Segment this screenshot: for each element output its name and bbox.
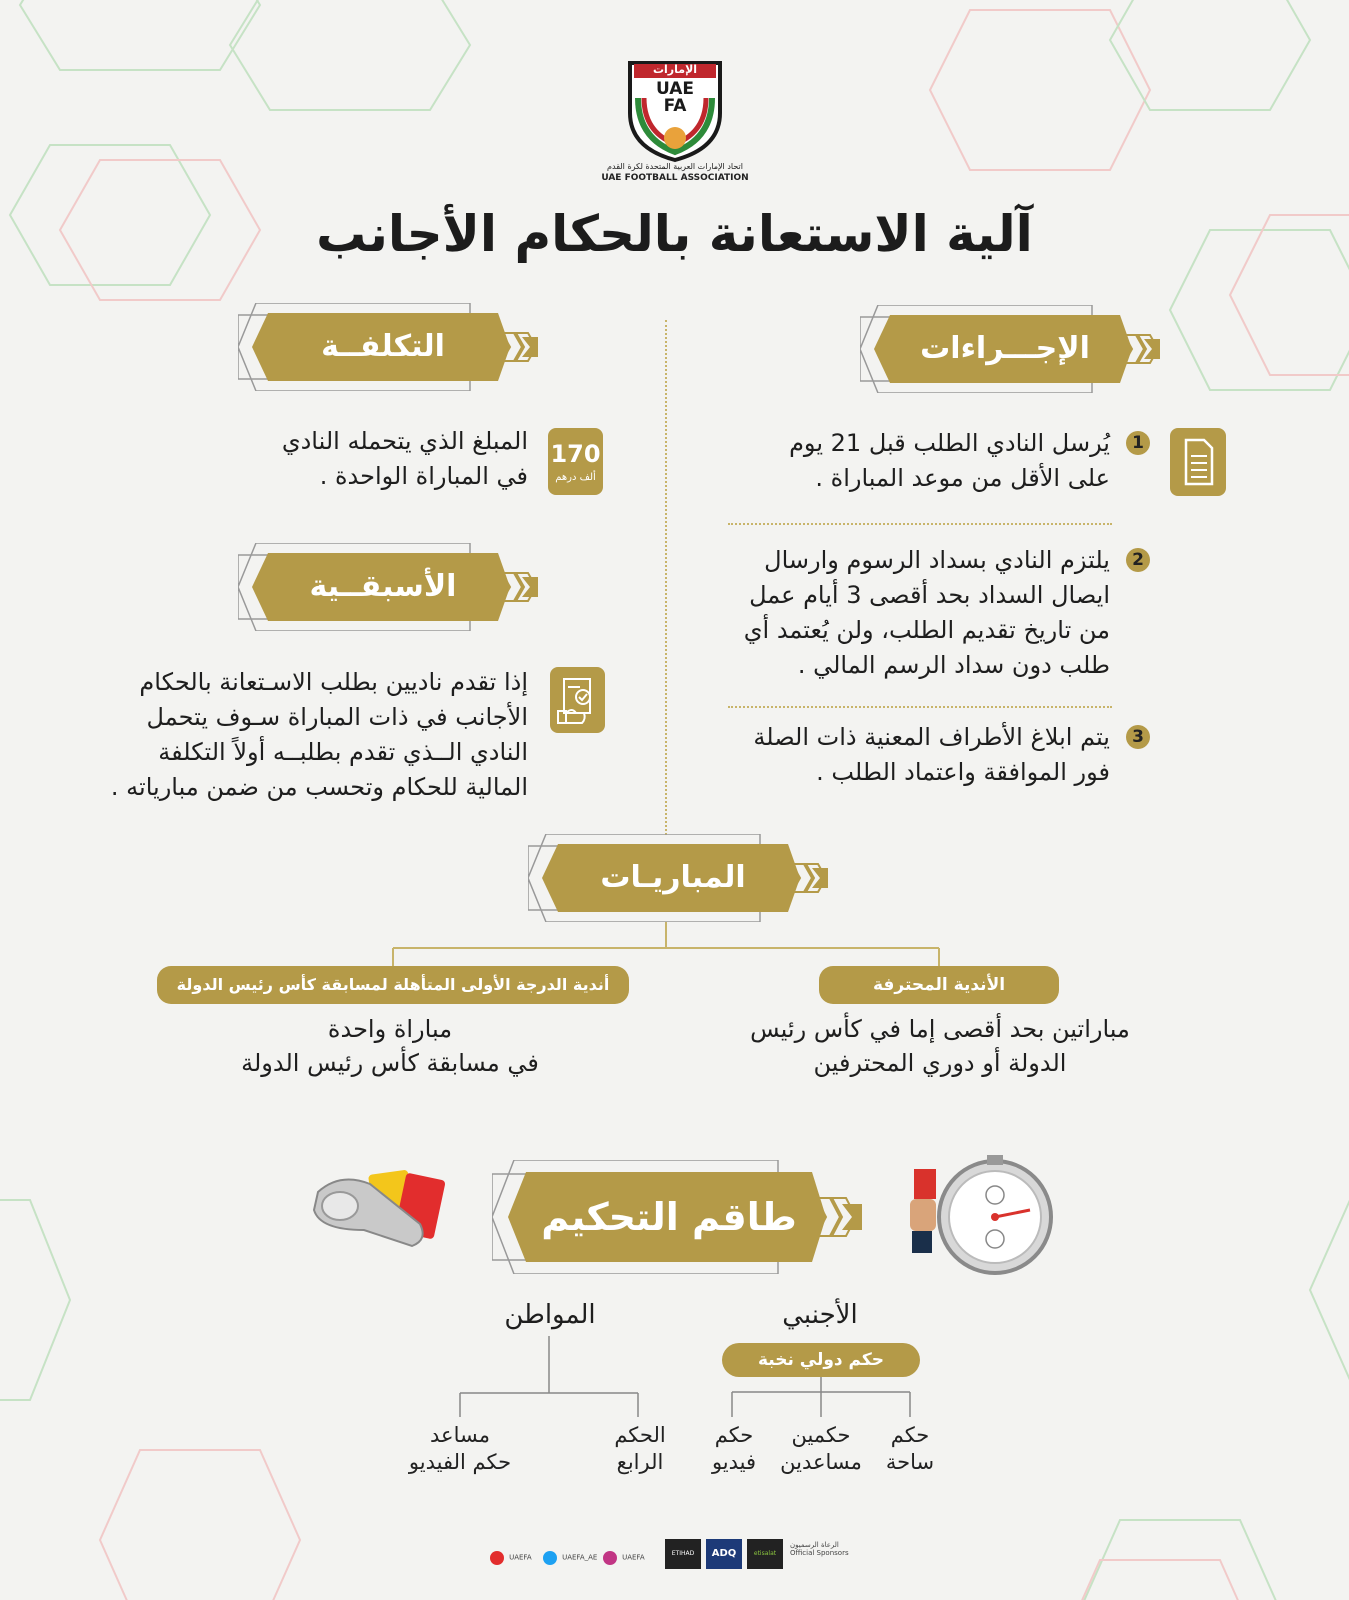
- step-2-number: 2: [1126, 548, 1150, 572]
- step-1-line-1: يُرسل النادي الطلب قبل 21 يوم: [789, 429, 1110, 457]
- youtube-icon: [490, 1551, 504, 1565]
- instagram-handle: UAEFA: [622, 1553, 645, 1562]
- instagram-link[interactable]: [603, 1547, 648, 1563]
- sponsors-caption: [790, 1541, 860, 1557]
- instagram-icon: [603, 1551, 617, 1565]
- step-2-line-2: ايصال السداد بحد أقصى 3 أيام عمل: [749, 581, 1110, 609]
- priority-line-3: النادي الــذي تقدم بطلبــه أولاً التكلفة: [158, 738, 528, 766]
- assistant-video-line-1: مساعد: [430, 1423, 490, 1447]
- video-referee-line-1: حكم: [714, 1423, 754, 1447]
- step-3-line-2: فور الموافقة واعتماد الطلب .: [816, 758, 1110, 786]
- step-3-line-1: يتم ابلاغ الأطراف المعنية ذات الصلة: [753, 723, 1110, 751]
- cost-line-2: في المباراة الواحدة .: [319, 462, 528, 490]
- procedures-heading: الإجـــراءات: [920, 331, 1090, 366]
- pro-clubs-label: الأندية المحترفة: [819, 966, 1059, 1004]
- sponsors-english: Official Sponsors: [790, 1549, 849, 1557]
- page-title: آلية الاستعانة بالحكام الأجانب: [316, 205, 1033, 263]
- step-3-number: 3: [1126, 725, 1150, 749]
- cost-unit: ألف درهم: [555, 472, 596, 483]
- first-division-line-2: في مسابقة كأس رئيس الدولة: [241, 1049, 539, 1077]
- field-referee-line-1: حكم: [890, 1423, 930, 1447]
- matches-heading: المباريـات: [600, 860, 746, 895]
- first-division-label: أندية الدرجة الأولى المتأهلة لمسابقة كأس رئيس الدولة: [157, 966, 629, 1004]
- crew-assistant-video-referee: [390, 1422, 530, 1476]
- step-2-line-3: من تاريخ تقديم الطلب، ولن يُعتمد أي: [743, 616, 1110, 644]
- twitter-handle: UAEFA_AE: [562, 1553, 598, 1562]
- org-name-english: UAE FOOTBALL ASSOCIATION: [601, 173, 749, 183]
- sponsors-arabic: الرعاة الرسميون: [790, 1541, 839, 1549]
- footer: [490, 1535, 860, 1575]
- first-division-line-1: مباراة واحدة: [327, 1015, 453, 1043]
- priority-line-2: الأجانب في ذات المباراة سـوف يتحمل: [146, 703, 528, 731]
- cost-heading: التكلفــة: [321, 329, 445, 364]
- pro-clubs-line-2: الدولة أو دوري المحترفين: [813, 1049, 1067, 1077]
- twitter-link[interactable]: [543, 1547, 598, 1563]
- logo-uaefa-text: UAE FA: [655, 79, 695, 116]
- org-name-arabic: اتحاد الإمارات العربية المتحدة لكرة القدم: [607, 162, 743, 171]
- crew-video-referee: [684, 1422, 784, 1476]
- cost-amount: 170: [550, 440, 601, 468]
- fourth-official-line-1: الحكم: [614, 1423, 666, 1447]
- priority-line-4: المالية للحكام وتحسب من ضمن مبارياته .: [110, 773, 528, 801]
- step-1-number: 1: [1126, 431, 1150, 455]
- adq-logo: ADQ: [706, 1539, 742, 1569]
- assistant-referees-line-1: حكمين: [791, 1423, 851, 1447]
- elite-referee-badge: حكم دولي نخبة: [722, 1343, 920, 1377]
- field-referee-line-2: ساحة: [885, 1450, 935, 1474]
- step-1-line-2: على الأقل من موعد المباراة .: [815, 464, 1110, 492]
- crew-heading: طاقم التحكيم: [541, 1195, 797, 1239]
- assistant-referees-line-2: مساعدين: [780, 1450, 862, 1474]
- video-referee-line-2: فيديو: [711, 1450, 757, 1474]
- local-referee-title: المواطن: [504, 1300, 596, 1330]
- cost-line-1: المبلغ الذي يتحمله النادي: [281, 427, 528, 455]
- priority-line-1: إذا تقدم ناديين بطلب الاسـتعانة بالحكام: [139, 668, 528, 696]
- twitter-icon: [543, 1551, 557, 1565]
- youtube-link[interactable]: [490, 1547, 535, 1563]
- logo-arabic-text: الإمارات: [652, 63, 698, 76]
- assistant-video-line-2: حكم الفيديو: [408, 1450, 512, 1474]
- youtube-handle: UAEFA: [509, 1553, 532, 1562]
- priority-heading: الأسبقــية: [309, 569, 457, 604]
- fourth-official-line-2: الرابع: [616, 1450, 664, 1474]
- etisalat-logo: etisalat: [747, 1539, 783, 1569]
- foreign-referee-title: الأجنبي: [782, 1300, 858, 1330]
- etihad-logo: ETIHAD: [665, 1539, 701, 1569]
- pro-clubs-line-1: مباراتين بحد أقصى إما في كأس رئيس: [750, 1015, 1130, 1043]
- step-2-line-4: طلب دون سداد الرسم المالي .: [797, 651, 1110, 679]
- crew-fourth-official: [590, 1422, 690, 1476]
- step-2-line-1: يلتزم النادي بسداد الرسوم وارسال: [764, 546, 1110, 574]
